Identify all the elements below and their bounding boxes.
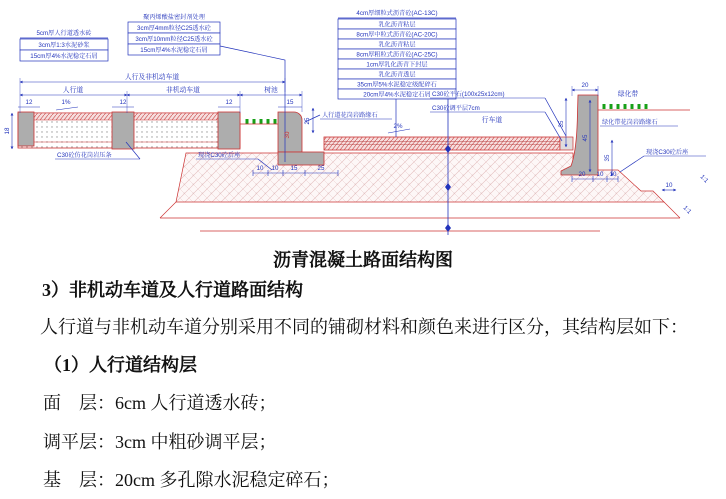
zone-label-bike: 非机动车道 [166,87,200,94]
layer-label: 聚丙烯酸盐密封剂处理 [143,14,205,21]
flat-stone-block [560,137,573,150]
label-green-curb: 绿化带花岗岩路缘石 [602,119,658,126]
layer-line-surface: 面 层：6cm 人行道透水砖； [43,393,277,413]
dim-label: 12 [25,99,33,106]
curb-block [218,112,240,149]
layer-label: 5cm厚人行道透水砖 [36,30,92,37]
dim-label: 25 [304,117,311,125]
dim-label: 15 [290,165,298,172]
left-label-stack [20,29,108,61]
layer-line-leveling: 调平层：3cm 中粗砂调平层； [43,432,277,452]
curb-block [112,112,134,149]
label-back-right: 现浇C30砼后座 [646,149,689,156]
dim-label: 10 [256,165,264,172]
dim-label: 20 [578,171,586,178]
label-flat-stone: C30砼平石(100x25x12cm) [432,91,505,98]
dim-label: 2% [393,123,403,130]
layer-line-base: 基 层：20cm 多孔隙水泥稳定碎石； [43,470,340,490]
layer-label: 15cm厚4%水泥稳定石屑 [140,47,208,54]
layer-label: 3cm厚1:3水泥砂浆 [38,42,90,49]
layer-label: 乳化沥青粘层 [378,41,416,49]
dim-label: 35 [604,154,611,162]
layer-label: 8cm厚粗粒式沥青砼(AC-25C) [356,51,438,59]
zone-label-green: 绿化带 [617,91,639,98]
sidewalk-bike-section [18,112,240,149]
curb-block [18,112,34,146]
dim-label: 10 [665,182,673,189]
subsection-heading: （1）人行道结构层 [44,355,197,375]
label-sidewalk-curb: 人行道花岗岩路缘石 [322,112,378,119]
zone-label-sidewalk: 人行道 [62,87,84,94]
dim-label: 18 [4,127,11,135]
zone-label-road: 行车道 [481,117,503,124]
label-curb-strip: C30砼仿花岗岩压条 [57,152,112,159]
subgrade-section [160,153,680,231]
mid-label-stack [128,13,220,55]
dim-label: 15 [286,99,294,106]
dim-label: 12 [119,99,127,106]
dim-label: 1:1 [698,173,710,185]
zone-label-tree: 树池 [264,87,278,94]
dim-label: 20 [581,82,589,89]
layer-label: 1cm厚乳化沥青下封层 [366,61,428,69]
dim-label: 35 [558,120,565,128]
dim-label: 10 [271,165,279,172]
right-label-stack [338,9,456,99]
dim-label: 12 [225,99,233,106]
dim-label: 25 [317,165,325,172]
dim-label: 45 [582,134,589,142]
pavement-structure-diagram [0,0,726,245]
figure-caption: 沥青混凝土路面结构图 [273,250,453,270]
layer-label: 乳化沥青粘层 [378,21,416,29]
label-leveling: C30砼调平层7cm [432,105,480,112]
layer-label: 4cm厚细粒式沥青砼(AC-13C) [356,10,438,17]
label-back-left: 现浇C30砼后座 [198,152,241,159]
layer-label: 20cm厚4%水泥稳定石屑 [363,91,431,99]
layer-label: 3cm厚4mm粒径C25透水砼 [137,25,211,32]
dim-label: 10 [609,171,617,178]
dim-label: 10 [596,171,604,178]
layer-label: 35cm厚5%水泥稳定级配碎石 [357,81,437,89]
layer-label: 3cm厚10mm粒径C25透水砼 [135,36,213,43]
section-heading: 3）非机动车道及人行道路面结构 [42,280,303,300]
dim-label: 30 [284,131,291,139]
zone-label-combined: 人行及非机动车道 [124,74,180,81]
dim-label: 1:1 [681,204,693,216]
layer-label: 8cm厚中粒式沥青砼(AC-20C) [356,31,438,39]
body-paragraph: 人行道与非机动车道分别采用不同的铺砌材料和颜色来进行区分，其结构层如下： [40,317,688,337]
layer-label: 15cm厚4%水泥稳定石屑 [30,53,98,60]
layer-label: 乳化沥青透层 [378,71,416,79]
dim-label: 1% [61,99,71,106]
